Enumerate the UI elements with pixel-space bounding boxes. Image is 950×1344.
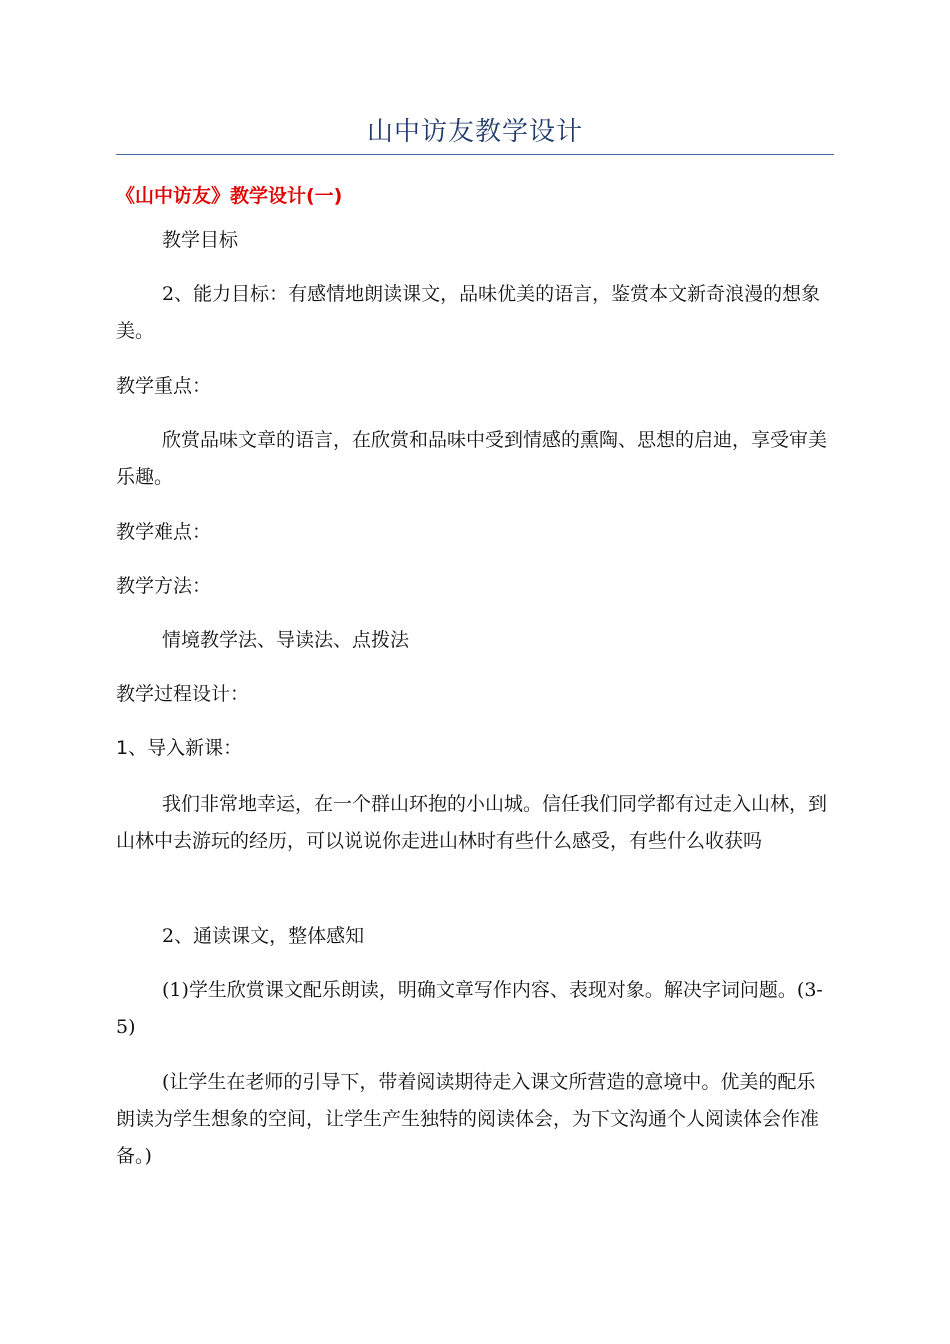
section-heading: 《山中访友》教学设计(一)	[116, 185, 343, 207]
paragraph-step-2-1: (1)学生欣赏课文配乐朗读，明确文章写作内容、表现对象。解决字词问题。(3-5)	[116, 979, 823, 1038]
paragraph-methods-label: 教学方法：	[116, 575, 212, 597]
paragraph-ability-goal: 2、能力目标：有感情地朗读课文，品味优美的语言，鉴赏本文新奇浪漫的想象美。	[116, 283, 821, 342]
paragraph-teaching-goals: 教学目标	[162, 229, 239, 251]
paragraph-step-1: 1、导入新课：	[116, 737, 243, 759]
paragraph-process-label: 教学过程设计：	[116, 683, 250, 705]
paragraph-key-points: 欣赏品味文章的语言，在欣赏和品味中受到情感的熏陶、思想的启迪，享受审美乐趣。	[116, 429, 828, 488]
paragraph-step-2: 2、通读课文，整体感知	[162, 925, 365, 947]
paragraph-methods: 情境教学法、导读法、点拨法	[162, 629, 410, 651]
paragraph-difficulties-label: 教学难点：	[116, 521, 212, 543]
paragraph-intro: 我们非常地幸运，在一个群山环抱的小山城。信任我们同学都有过走入山林，到山林中去游玩的经历，可以说说你走进山林时有些什么感受，有些什么收获吗	[116, 793, 828, 852]
page-title: 山中访友教学设计	[366, 117, 583, 147]
paragraph-note: (让学生在老师的引导下，带着阅读期待走入课文所营造的意境中。优美的配乐朗读为学生想象的空间，让学生产生独特的阅读体会，为下文沟通个人阅读体会作准备。)	[116, 1071, 820, 1167]
title-divider	[116, 154, 834, 155]
paragraph-key-points-label: 教学重点：	[116, 375, 212, 397]
